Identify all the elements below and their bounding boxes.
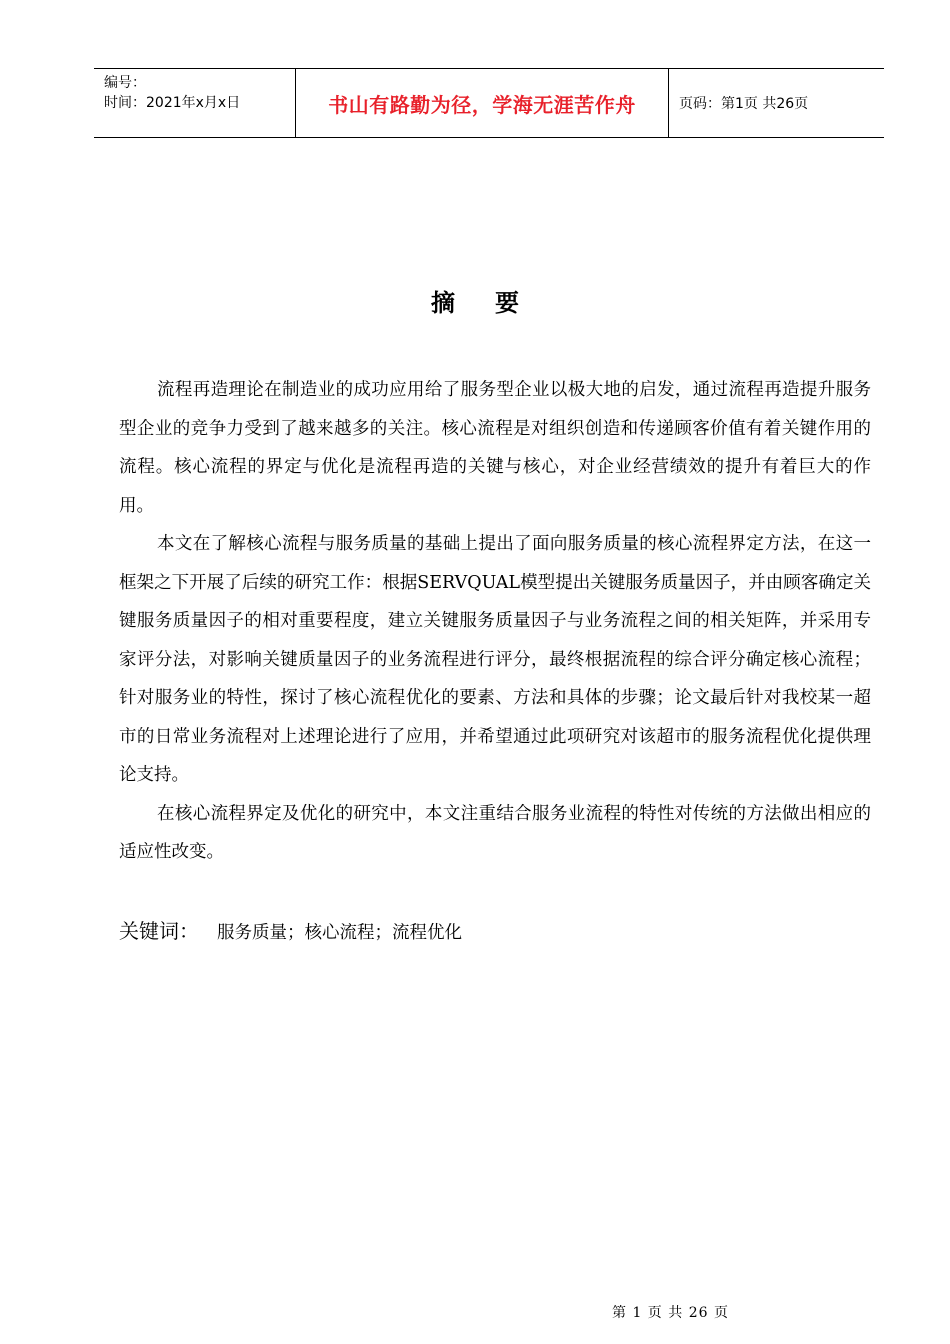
abstract-body [119, 371, 871, 872]
page-footer: 第 1 页 共 26 页 [612, 1305, 729, 1321]
keywords-text: 服务质量；核心流程；流程优化 [217, 923, 462, 943]
page-header [94, 68, 884, 138]
keywords-label: 关键词： [119, 919, 199, 943]
abstract-title: 摘要 [431, 289, 559, 317]
document-number-label: 编号： [104, 75, 146, 91]
header-page-info: 页码：第1页 共26页 [679, 96, 809, 112]
header-motto: 书山有路勤为径，学海无涯苦作舟 [295, 69, 669, 137]
header-meta [94, 69, 295, 137]
abstract-paragraph: 在核心流程界定及优化的研究中，本文注重结合服务业流程的特性对传统的方法做出相应的适应性改变。 [119, 803, 871, 862]
keywords-line [119, 912, 462, 952]
abstract-paragraph: 本文在了解核心流程与服务质量的基础上提出了面向服务质量的核心流程界定方法，在这一框架之下开展了后续的研究工作：根据SERVQUAL模型提出关键服务质量因子，并由顾客确定关键服务质量因子的相对重要程度，建立关键服务质量因子与业务流程之间的相关矩阵，并采用专家评分法，对影响关键质量因子的业务流程进行评分，最终根据流程的综合评分确定核心流程；针对服务业的特性，探讨了核心流程优化的要素、方法和具体的步骤；论文最后针对我校某一超市的日常业务流程对上述理论进行了应用，并希望通过此项研究对该超市的服务流程优化提供理论支持。 [119, 534, 871, 785]
document-time-label: 时间：2021年x月x日 [104, 95, 241, 111]
abstract-paragraph: 流程再造理论在制造业的成功应用给了服务型企业以极大地的启发，通过流程再造提升服务型企业的竞争力受到了越来越多的关注。核心流程是对组织创造和传递顾客价值有着关键作用的流程。核心流程的界定与优化是流程再造的关键与核心，对企业经营绩效的提升有着巨大的作用。 [119, 380, 871, 516]
